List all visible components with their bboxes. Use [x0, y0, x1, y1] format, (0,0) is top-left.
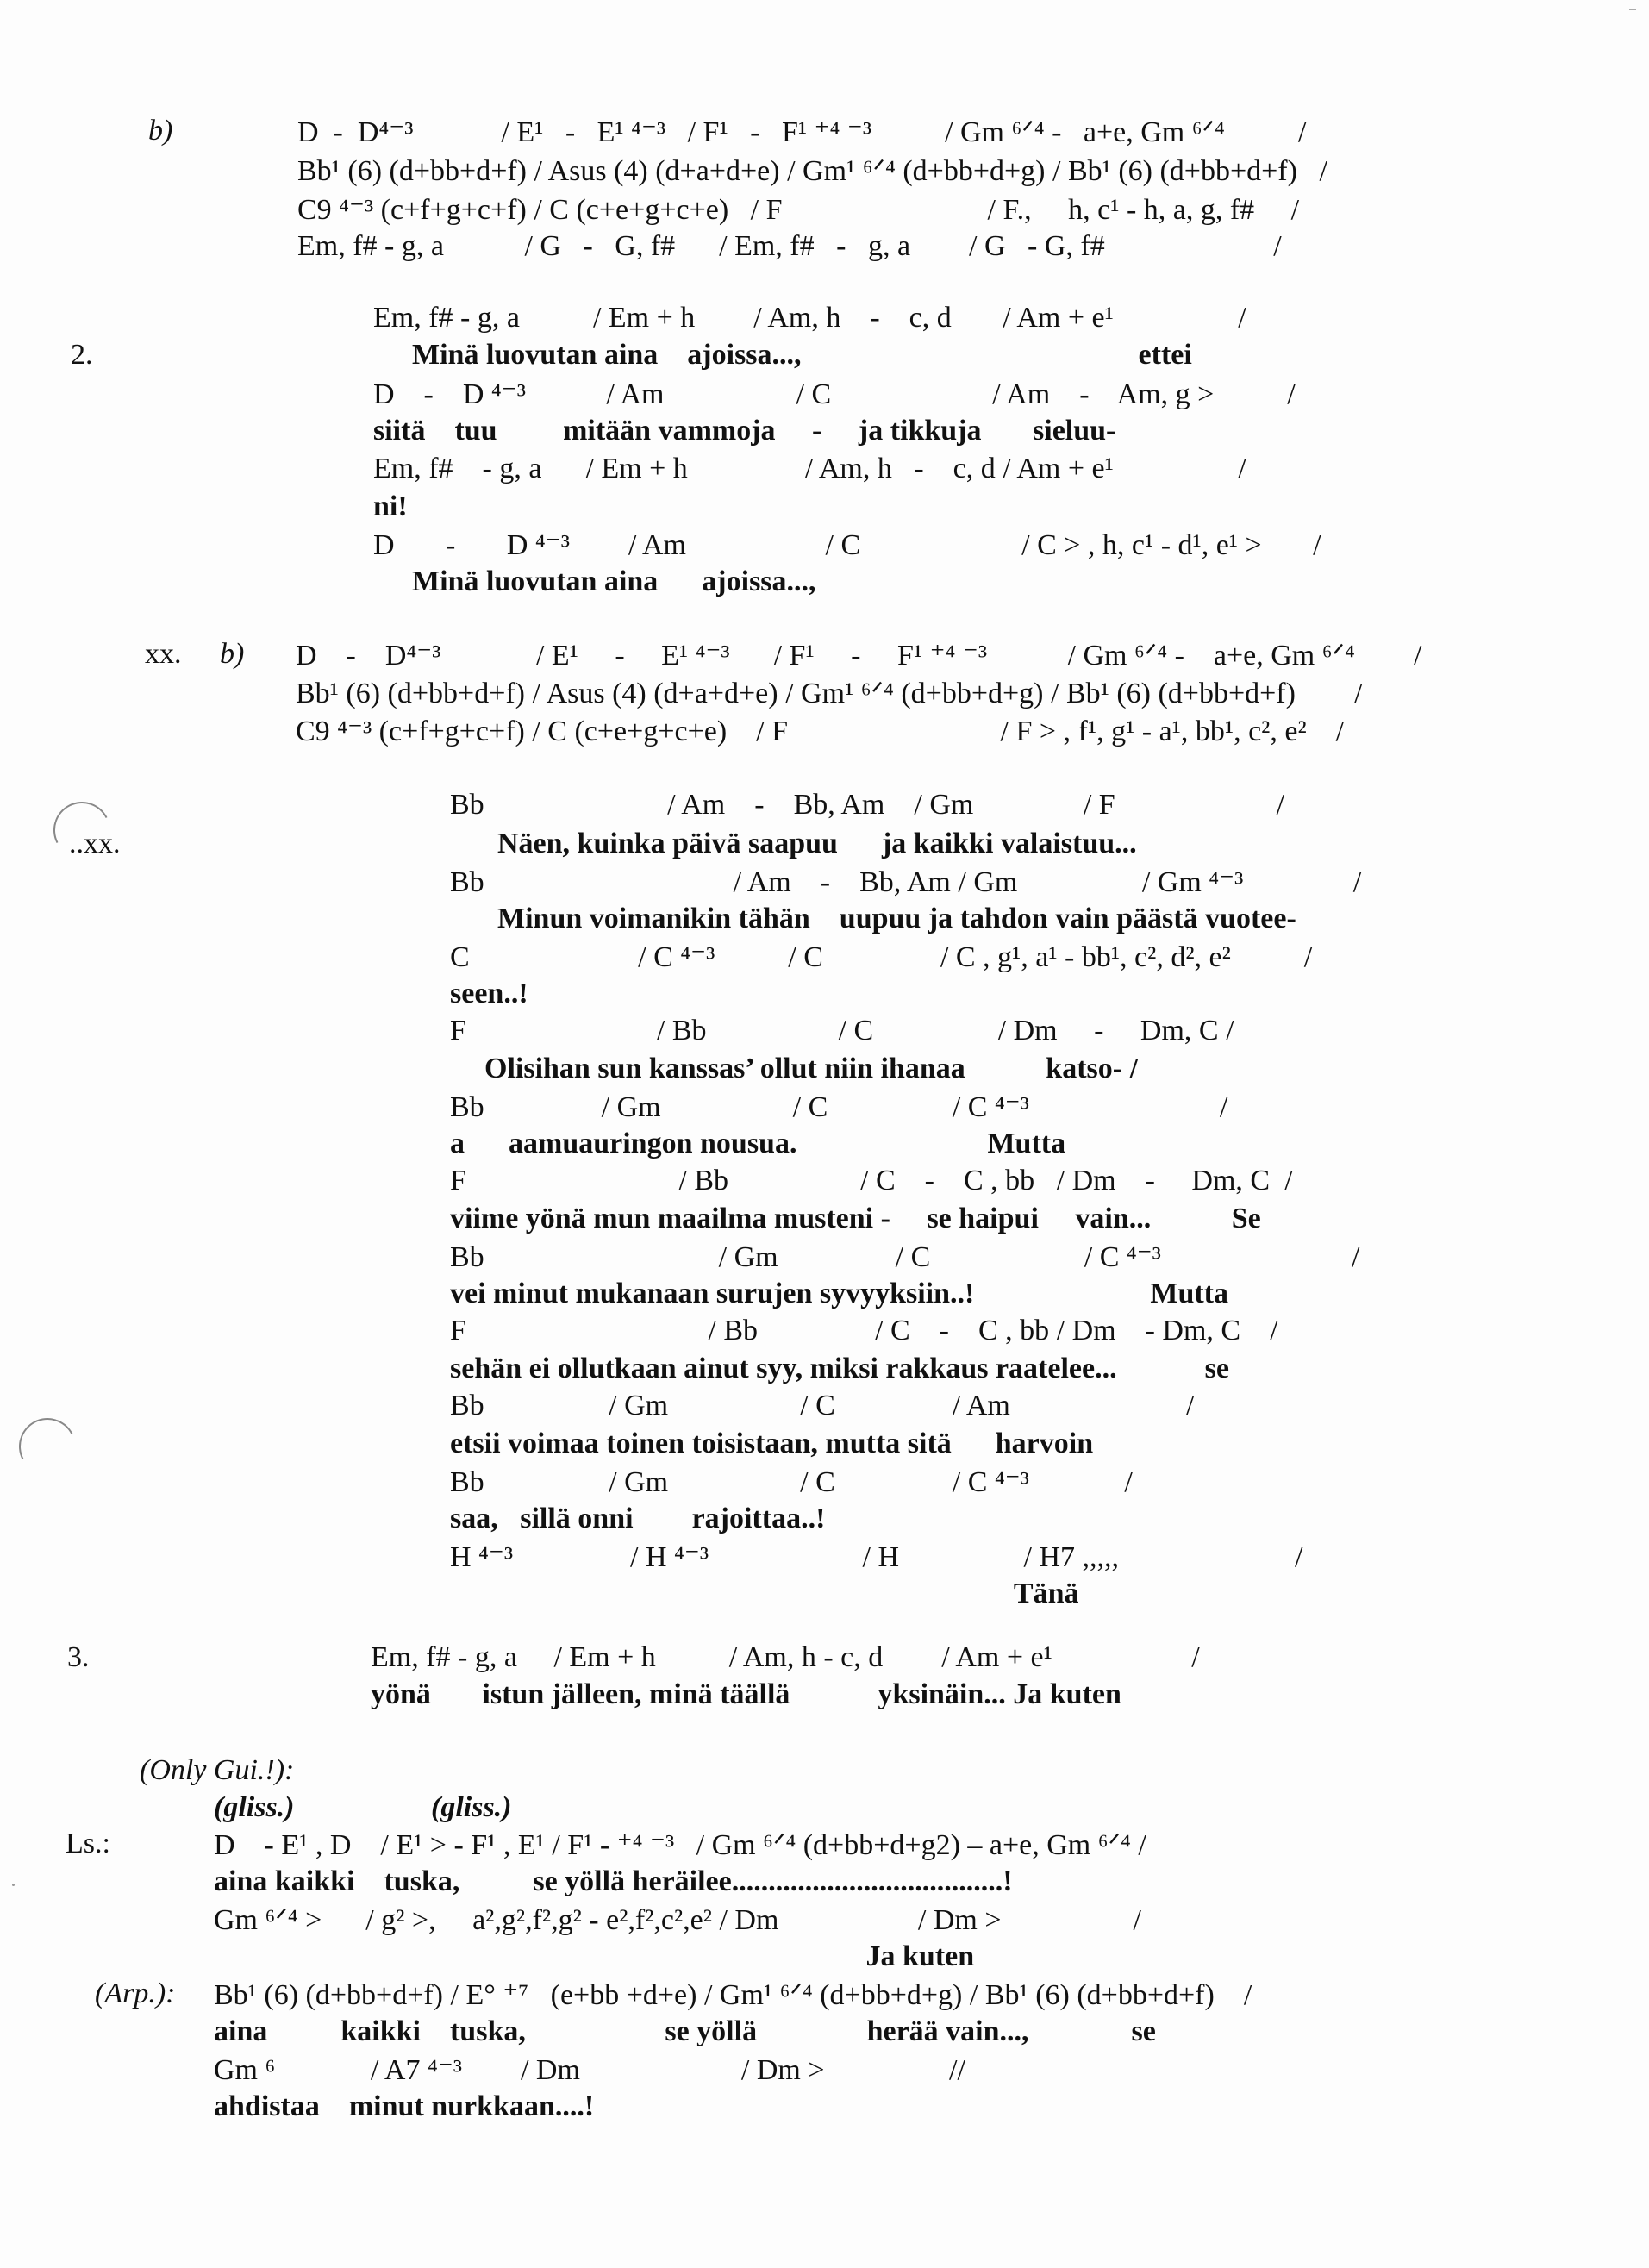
lyric-line: ni!	[373, 490, 408, 522]
ls-label: Ls.:	[66, 1828, 110, 1859]
arp-label: (Arp.):	[95, 1977, 176, 2009]
lyric-line: ahdistaa minut nurkkaan....!	[214, 2090, 595, 2122]
chord-line: Bb / Am - Bb, Am / Gm / F /	[450, 789, 1285, 821]
chord-line: Em, f# - g, a / G - G, f# / Em, f# - g, a / G - G, f# /	[297, 230, 1282, 262]
section-label-b: b)	[220, 638, 245, 670]
margin-mark	[1629, 9, 1636, 10]
lyric-line: sehän ei ollutkaan ainut syy, miksi rakkaus raatelee... se	[450, 1353, 1229, 1384]
lyric-line: seen..!	[450, 978, 528, 1009]
only-gui-label: (Only Gui.!):	[140, 1754, 295, 1786]
chord-line: D - D ⁴⁻³ / Am / C / Am - Am, g > /	[373, 378, 1296, 410]
chord-line: Bb / Gm / C / C ⁴⁻³ /	[450, 1466, 1133, 1498]
chord-line: Em, f# - g, a / Em + h / Am, h - c, d / Am + e¹ /	[371, 1641, 1200, 1673]
lyric-line: Minä luovutan aina ajoissa..., ettei	[412, 339, 1192, 371]
lyric-line: vei minut mukanaan surujen syvyyksiin..! Mutta	[450, 1278, 1229, 1309]
chord-line: Bb¹ (6) (d+bb+d+f) / Asus (4) (d+a+d+e) / Gm¹ ⁶ᐟ⁴ (d+bb+d+g) / Bb¹ (6) (d+bb+d+f) /	[297, 155, 1327, 187]
section-prefix-xx: xx.	[145, 638, 182, 670]
chord-line: Em, f# - g, a / Em + h / Am, h - c, d / Am + e¹ /	[373, 453, 1246, 484]
section-label-b: b)	[148, 115, 173, 147]
chord-line: Gm ⁶ / A7 ⁴⁻³ / Dm / Dm > //	[214, 2054, 965, 2086]
lyric-line: Minä luovutan aina ajoissa...,	[412, 565, 816, 597]
punch-hole-bottom	[11, 1410, 83, 1482]
chord-line: Bb / Gm / C / C ⁴⁻³ /	[450, 1241, 1360, 1273]
section-label-chorus: ..xx.	[69, 828, 121, 859]
chord-line: Bb / Am - Bb, Am / Gm / Gm ⁴⁻³ /	[450, 866, 1362, 898]
chord-line: Bb¹ (6) (d+bb+d+f) / E° ⁺⁷ (e+bb +d+e) / Gm¹ ⁶ᐟ⁴ (d+bb+d+g) / Bb¹ (6) (d+bb+d+f) /	[214, 1979, 1252, 2011]
lyric-line: saa, sillä onni rajoittaa..!	[450, 1503, 826, 1534]
lyric-line: Tänä	[450, 1578, 1079, 1609]
verse-number-3: 3.	[67, 1641, 90, 1673]
lyric-line: Olisihan sun kanssas’ ollut niin ihanaa katso- /	[484, 1053, 1139, 1084]
lyric-line: siitä tuu mitään vammoja - ja tikkuja sieluu-	[373, 415, 1116, 447]
chord-line: C / C ⁴⁻³ / C / C , g¹, a¹ - bb¹, c², d², e² /	[450, 941, 1313, 973]
chord-line: F / Bb / C - C , bb / Dm - Dm, C /	[450, 1315, 1278, 1346]
chord-line: F / Bb / C / Dm - Dm, C /	[450, 1015, 1234, 1047]
gliss-marking: (gliss.)	[214, 1791, 295, 1823]
lyric-line: aina kaikki tuska, se yöllä herää vain..., se	[214, 2015, 1156, 2047]
chord-line: C9 ⁴⁻³ (c+f+g+c+f) / C (c+e+g+c+e) / F / F., h, c¹ - h, a, g, f# /	[297, 194, 1300, 226]
chord-line: Bb¹ (6) (d+bb+d+f) / Asus (4) (d+a+d+e) / Gm¹ ⁶ᐟ⁴ (d+bb+d+g) / Bb¹ (6) (d+bb+d+f) /	[296, 678, 1363, 709]
chord-line: Gm ⁶ᐟ⁴ > / g² >, a²,g²,f²,g² - e²,f²,c²,e² / Dm / Dm > /	[214, 1904, 1141, 1936]
gliss-marking: (gliss.)	[431, 1791, 512, 1823]
lyric-line: Näen, kuinka päivä saapuu ja kaikki valaistuu...	[497, 828, 1137, 859]
chord-line: D - D ⁴⁻³ / Am / C / C > , h, c¹ - d¹, e¹ > /	[373, 529, 1321, 561]
chord-line: D - D⁴⁻³ / E¹ - E¹ ⁴⁻³ / F¹ - F¹ ⁺⁴ ⁻³ / Gm ⁶ᐟ⁴ - a+e, Gm ⁶ᐟ⁴ /	[296, 640, 1422, 672]
lyric-line: a aamuauringon nousua. Mutta	[450, 1128, 1066, 1159]
chord-line: Bb / Gm / C / C ⁴⁻³ /	[450, 1091, 1228, 1123]
lyric-line: viime yönä mun maailma musteni - se haipui vain... Se	[450, 1203, 1261, 1234]
chord-line: Em, f# - g, a / Em + h / Am, h - c, d / Am + e¹ /	[373, 302, 1246, 334]
lyric-line: Minun voimanikin tähän uupuu ja tahdon vain päästä vuotee-	[497, 903, 1296, 934]
lyric-line: etsii voimaa toinen toisistaan, mutta sitä harvoin	[450, 1428, 1094, 1459]
lyric-line: aina kaikki tuska, se yöllä heräilee.....................................!	[214, 1865, 1013, 1897]
chord-line: Bb / Gm / C / Am /	[450, 1390, 1195, 1421]
chord-line: C9 ⁴⁻³ (c+f+g+c+f) / C (c+e+g+c+e) / F / F > , f¹, g¹ - a¹, bb¹, c², e² /	[296, 715, 1345, 747]
verse-number-2: 2.	[71, 339, 93, 371]
chord-line: F / Bb / C - C , bb / Dm - Dm, C /	[450, 1165, 1293, 1196]
chord-line: D - D⁴⁻³ / E¹ - E¹ ⁴⁻³ / F¹ - F¹ ⁺⁴ ⁻³ / Gm ⁶ᐟ⁴ - a+e, Gm ⁶ᐟ⁴ /	[297, 116, 1307, 148]
lyric-line: yönä istun jälleen, minä täällä yksinäin... Ja kuten	[371, 1678, 1121, 1710]
paper-speck	[12, 1884, 15, 1886]
chord-line: H ⁴⁻³ / H ⁴⁻³ / H / H7 ,,,,, /	[450, 1541, 1303, 1573]
chord-line: D - E¹ , D / E¹ > - F¹ , E¹ / F¹ - ⁺⁴ ⁻³ / Gm ⁶ᐟ⁴ (d+bb+d+g2) – a+e, Gm ⁶ᐟ⁴ /	[214, 1829, 1146, 1861]
lyric-line: Ja kuten	[214, 1940, 975, 1972]
